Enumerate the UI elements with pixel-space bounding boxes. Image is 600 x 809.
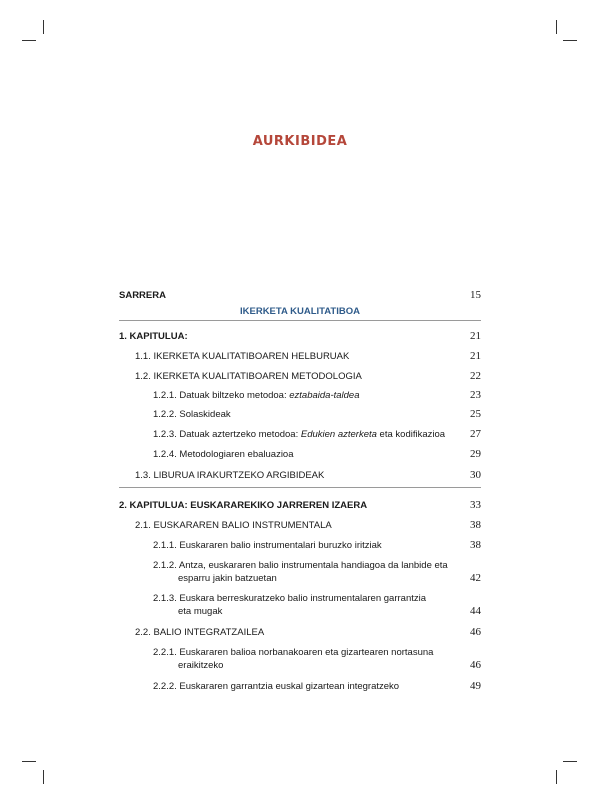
toc-label: 2.1.3. Euskara berreskuratzeko balio instrumentalaren garrantzia: [153, 593, 427, 604]
toc-label: eta mugak: [178, 606, 223, 617]
toc-page: 23: [470, 389, 481, 401]
toc-page: 38: [470, 519, 481, 531]
toc-label: 1.2. IKERKETA KUALITATIBOAREN METODOLOGIA: [135, 371, 362, 382]
toc-page: 44: [470, 605, 481, 617]
toc-label: SARRERA: [119, 290, 166, 301]
crop-mark: [563, 761, 577, 762]
toc-page: 42: [470, 572, 481, 584]
toc-page: 22: [470, 370, 481, 382]
toc-label: 1.2.3. Datuak aztertzeko metodoa: Edukien azterketa eta kodifikazioa: [153, 429, 446, 440]
toc-page: 25: [470, 408, 481, 420]
crop-mark: [22, 761, 36, 762]
toc-label: eraikitzeko: [178, 660, 224, 671]
toc-page: 15: [470, 289, 481, 301]
toc-page: 33: [470, 499, 481, 511]
toc-label: 2.1.2. Antza, euskararen balio instrumentala handiagoa da lanbide eta: [153, 560, 448, 571]
divider: [119, 487, 481, 488]
crop-mark: [43, 20, 44, 34]
toc-page: 29: [470, 448, 481, 460]
toc-page: 21: [470, 350, 481, 362]
toc-label: 1.2.1. Datuak biltzeko metodoa: eztabaida-taldea: [153, 390, 360, 401]
toc-label: 2. KAPITULUA: EUSKARAREKIKO JARREREN IZAERA: [119, 500, 368, 511]
crop-mark: [22, 40, 36, 41]
toc-page: 46: [470, 626, 481, 638]
toc-label: 2.2.2. Euskararen garrantzia euskal gizartean integratzeko: [153, 681, 400, 692]
toc-label: 1.1. IKERKETA KUALITATIBOAREN HELBURUAK: [135, 351, 350, 362]
toc-page: 21: [470, 330, 481, 342]
toc-label: 1.2.4. Metodologiaren ebaluazioa: [153, 449, 294, 460]
toc-page: 27: [470, 428, 481, 440]
toc-label: 2.1. EUSKARAREN BALIO INSTRUMENTALA: [135, 520, 332, 531]
toc-label: 1. KAPITULUA:: [119, 331, 188, 342]
toc-label: 1.2.2. Solaskideak: [153, 409, 231, 420]
page-title: AURKIBIDEA: [252, 134, 348, 149]
toc-page: 46: [470, 659, 481, 671]
toc-page: 38: [470, 539, 481, 551]
crop-mark: [556, 770, 557, 784]
crop-mark: [563, 40, 577, 41]
crop-mark: [43, 770, 44, 784]
toc-label: 2.2.1. Euskararen balioa norbanakoaren eta gizartearen nortasuna: [153, 647, 434, 658]
crop-mark: [556, 20, 557, 34]
divider: [119, 320, 481, 321]
toc-page: 49: [470, 680, 481, 692]
section-heading: IKERKETA KUALITATIBOA: [240, 306, 360, 317]
toc-label: 2.1.1. Euskararen balio instrumentalari buruzko iritziak: [153, 540, 382, 551]
toc-label: 2.2. BALIO INTEGRATZAILEA: [135, 627, 265, 638]
toc-label: 1.3. LIBURUA IRAKURTZEKO ARGIBIDEAK: [135, 470, 325, 481]
toc-page: 30: [470, 469, 481, 481]
toc-label: esparru jakin batzuetan: [178, 573, 277, 584]
